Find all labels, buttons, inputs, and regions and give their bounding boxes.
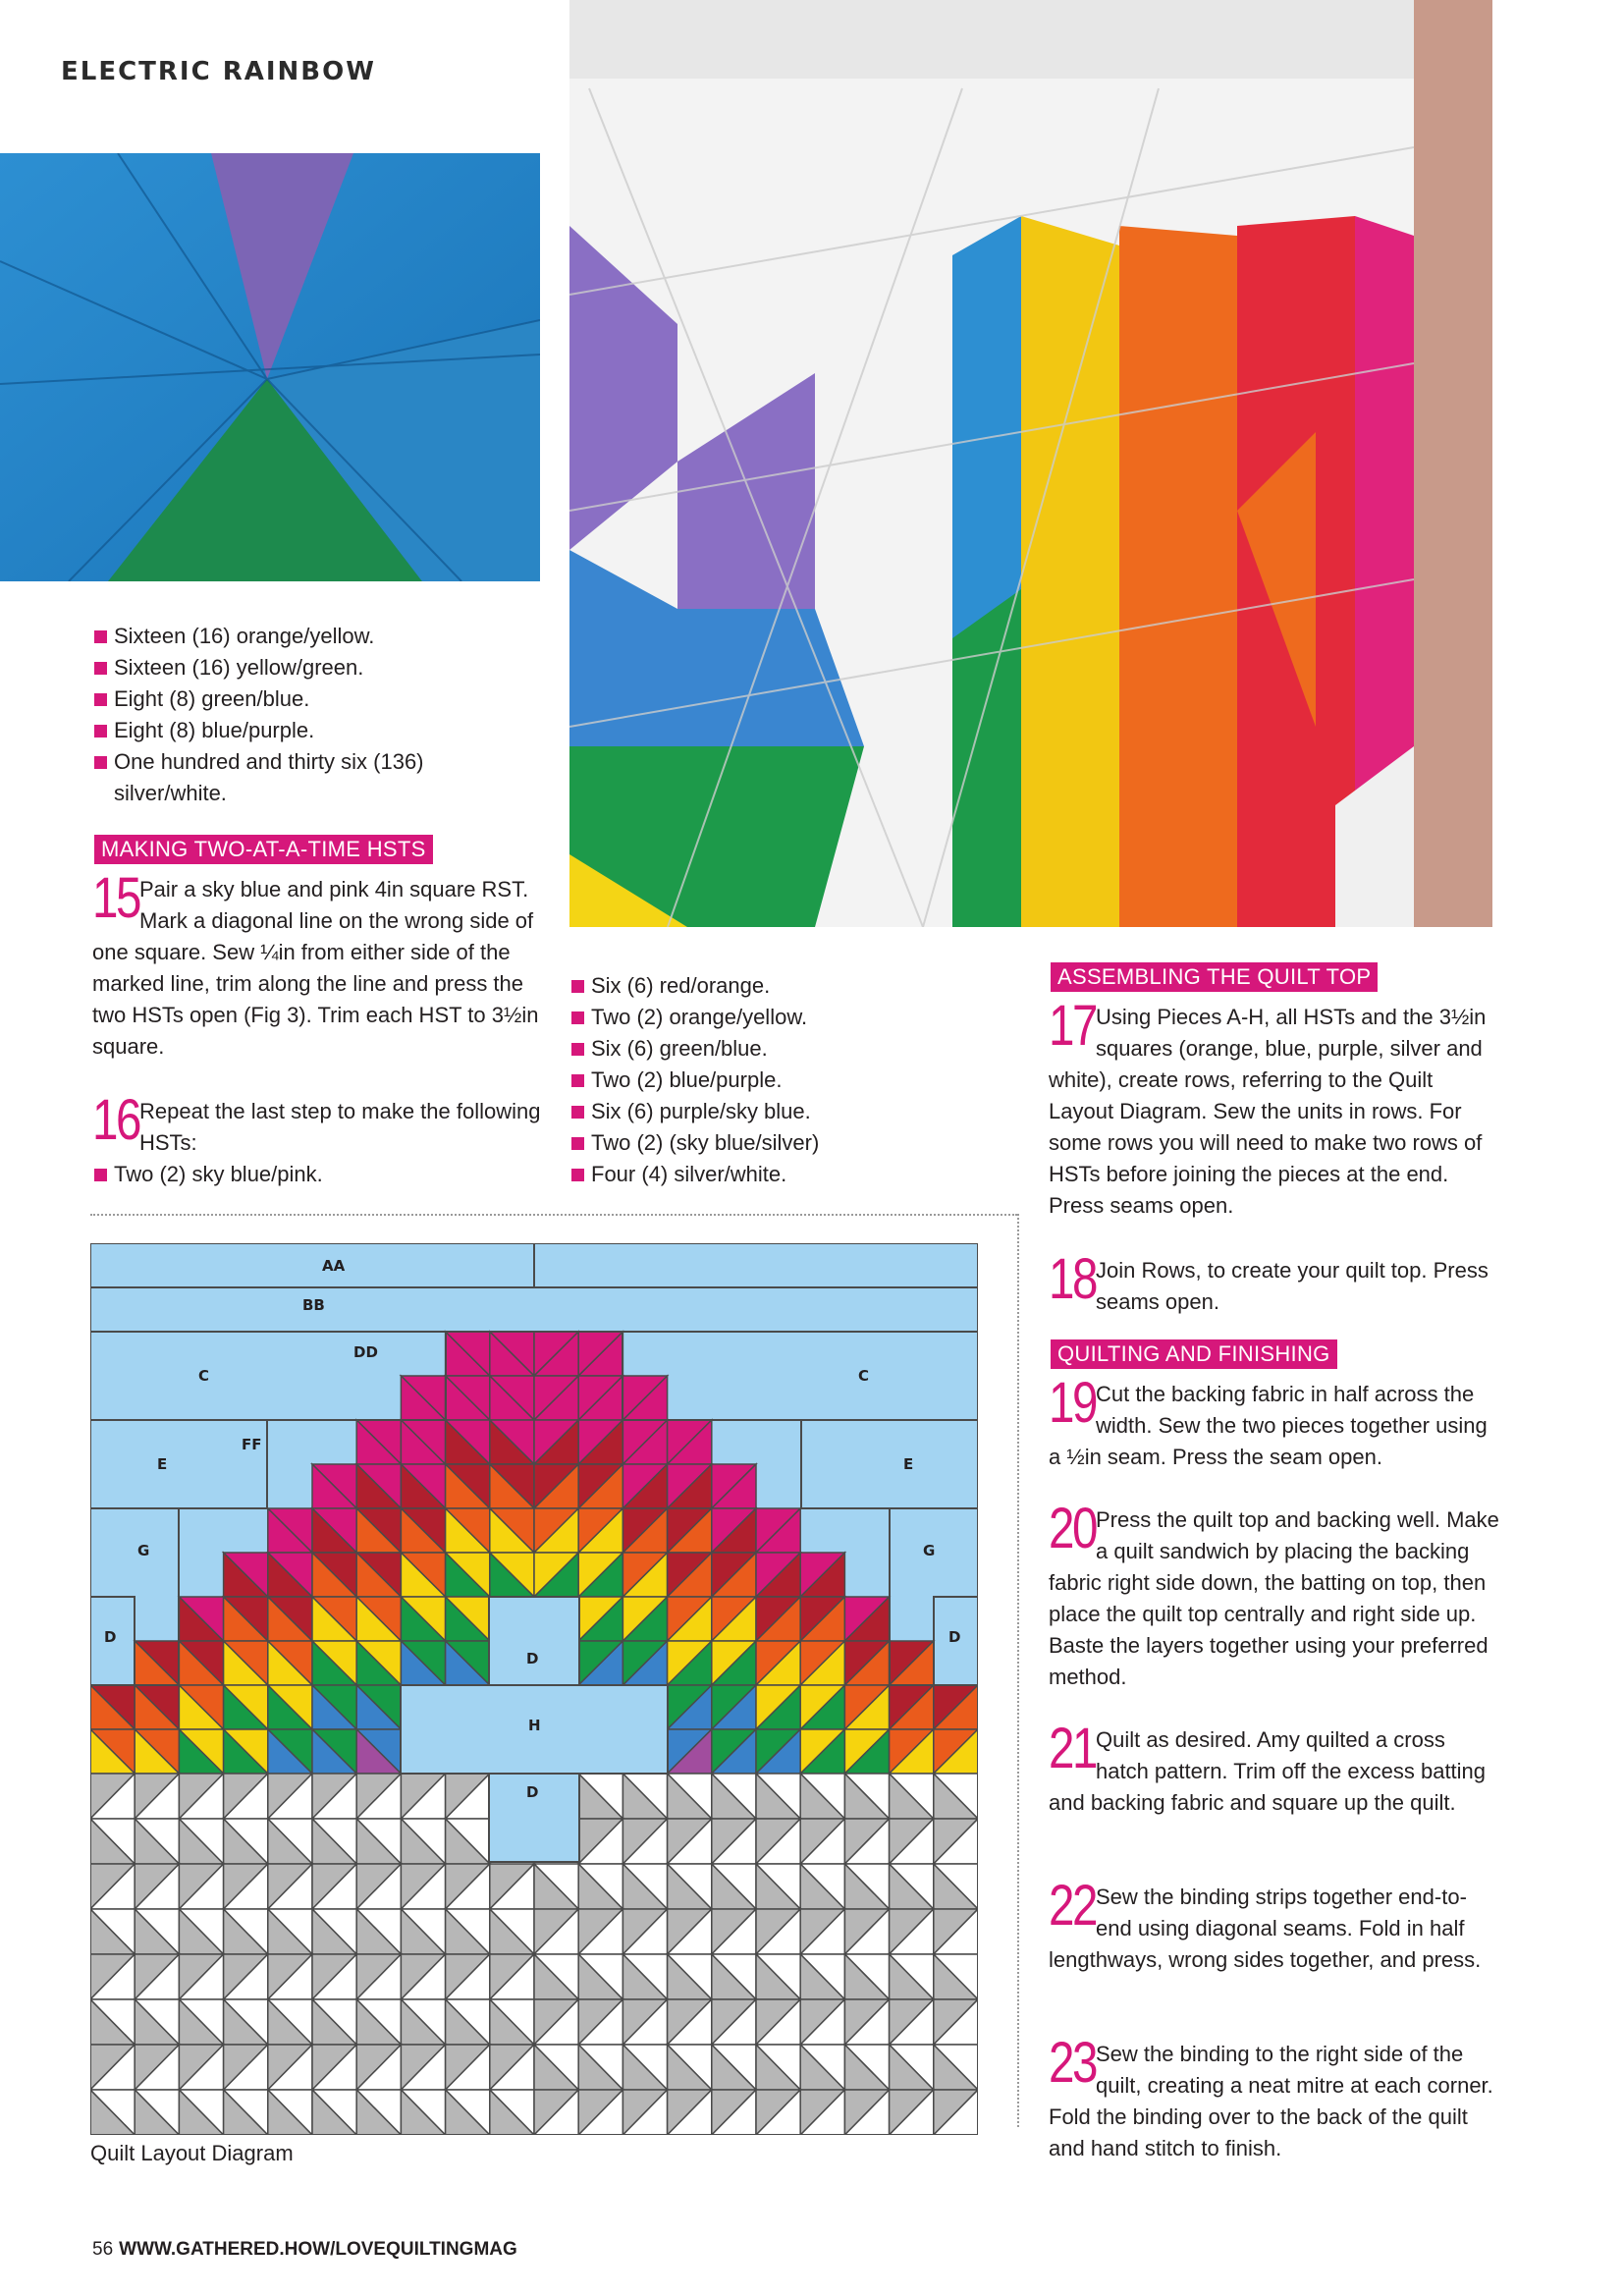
- label-bb: BB: [302, 1296, 325, 1314]
- step-number: 23: [1049, 2031, 1096, 2095]
- step-text: Pair a sky blue and pink 4in square RST. Mark a diagonal line on the wrong side of one square. Sew ¼in from either side of the marked line, trim along the line and press the two HSTs open (Fig 3). Trim each HST to 3½in square.: [92, 877, 539, 1059]
- divider: [90, 1214, 1017, 1216]
- label-e-left: E: [157, 1455, 168, 1473]
- section-title: ELECTRIC RAINBOW: [61, 57, 376, 86]
- label-d-right: D: [948, 1628, 961, 1646]
- quilt-detail-photo: [0, 153, 540, 581]
- step-text: Using Pieces A-H, all HSTs and the 3½in squares (orange, blue, purple, silver and white), create rows, referring to the Quilt Layout Diagram. Sew the units in rows. For some rows you will need to make two rows of HSTs before joining the pieces at the end. Press seams open.: [1049, 1005, 1487, 1218]
- step-22: [1049, 1874, 1500, 1976]
- step-18: [1049, 1247, 1500, 1318]
- step-16: [92, 1088, 544, 1159]
- label-h: H: [528, 1717, 541, 1734]
- heading-assembling: ASSEMBLING THE QUILT TOP: [1051, 962, 1378, 992]
- step-text: Repeat the last step to make the following HSTs:: [139, 1099, 541, 1155]
- list-item: Four (4) silver/white.: [569, 1159, 1001, 1190]
- page-number: 56: [92, 2239, 114, 2260]
- quilt-layout-svg: [90, 1243, 978, 2135]
- hst-list-middle: [569, 970, 1001, 1190]
- piece-d-center: [489, 1597, 579, 1685]
- label-c-left: C: [198, 1367, 210, 1385]
- step-text: Join Rows, to create your quilt top. Press seams open.: [1096, 1258, 1489, 1314]
- step-17: [1049, 994, 1500, 1222]
- step-number: 20: [1049, 1497, 1096, 1560]
- list-item: One hundred and thirty six (136) silver/white.: [92, 746, 507, 809]
- step-number: 21: [1049, 1717, 1096, 1780]
- page-footer: [92, 2239, 517, 2261]
- diagram-caption: Quilt Layout Diagram: [90, 2141, 294, 2165]
- step-number: 17: [1049, 994, 1096, 1058]
- list-item: Two (2) orange/yellow.: [569, 1002, 1001, 1033]
- step-number: 15: [92, 866, 139, 930]
- step-20: [1049, 1497, 1500, 1693]
- list-item: Six (6) purple/sky blue.: [569, 1096, 1001, 1127]
- label-c-right: C: [858, 1367, 870, 1385]
- list-item: Two (2) sky blue/pink.: [92, 1159, 544, 1190]
- label-g-left: G: [137, 1542, 150, 1559]
- label-d-center-lower: D: [526, 1783, 539, 1801]
- label-g-right: G: [923, 1542, 936, 1559]
- label-d-center-upper: D: [526, 1650, 539, 1667]
- step-text: Cut the backing fabric in half across the width. Sew the two pieces together using a ½in seam. Press the seam open.: [1049, 1382, 1488, 1469]
- step-19: [1049, 1371, 1500, 1473]
- heading-making-hsts: MAKING TWO-AT-A-TIME HSTS: [94, 835, 433, 864]
- list-item: Sixteen (16) orange/yellow.: [92, 621, 544, 652]
- website-url: WWW.GATHERED.HOW/LOVEQUILTINGMAG: [119, 2239, 517, 2260]
- hst-list-left: [92, 1159, 544, 1190]
- list-item: Eight (8) blue/purple.: [92, 715, 544, 746]
- step-text: Sew the binding strips together end-to-end using diagonal seams. Fold in half lengthways, wrong sides together, and press.: [1049, 1885, 1482, 1972]
- quilt-layout-diagram: [90, 1243, 978, 2135]
- label-ff: FF: [242, 1436, 262, 1453]
- divider: [1017, 1214, 1019, 2127]
- list-item: Two (2) (sky blue/silver): [569, 1127, 1001, 1159]
- label-dd: DD: [353, 1343, 378, 1361]
- label-aa: AA: [322, 1257, 346, 1275]
- step-text: Press the quilt top and backing well. Make a quilt sandwich by placing the backing fabric right side down, the batting on top, then place the quilt top centrally and right side up. Baste the layers together using your preferred method.: [1049, 1507, 1499, 1689]
- list-item: Two (2) blue/purple.: [569, 1065, 1001, 1096]
- list-item: Six (6) red/orange.: [569, 970, 1001, 1002]
- step-23: [1049, 2031, 1500, 2164]
- step-15: [92, 866, 544, 1063]
- list-item: Eight (8) green/blue.: [92, 683, 544, 715]
- step-text: Quilt as desired. Amy quilted a cross hatch pattern. Trim off the excess batting and backing fabric and square up the quilt.: [1049, 1727, 1487, 1815]
- step-21: [1049, 1717, 1500, 1819]
- quilt-photo: [569, 0, 1492, 927]
- label-d-left: D: [104, 1628, 117, 1646]
- label-e-right: E: [903, 1455, 914, 1473]
- step-number: 16: [92, 1088, 139, 1152]
- step-number: 19: [1049, 1371, 1096, 1435]
- list-item: Six (6) green/blue.: [569, 1033, 1001, 1065]
- list-item: Sixteen (16) yellow/green.: [92, 652, 544, 683]
- step-number: 22: [1049, 1874, 1096, 1938]
- heading-quilting: QUILTING AND FINISHING: [1051, 1339, 1337, 1369]
- step-number: 18: [1049, 1247, 1096, 1311]
- hst-list-top: [92, 621, 544, 809]
- step-text: Sew the binding to the right side of the quilt, creating a neat mitre at each corner. Fold the binding over to the back of the quilt and hand stitch to finish.: [1049, 2042, 1493, 2160]
